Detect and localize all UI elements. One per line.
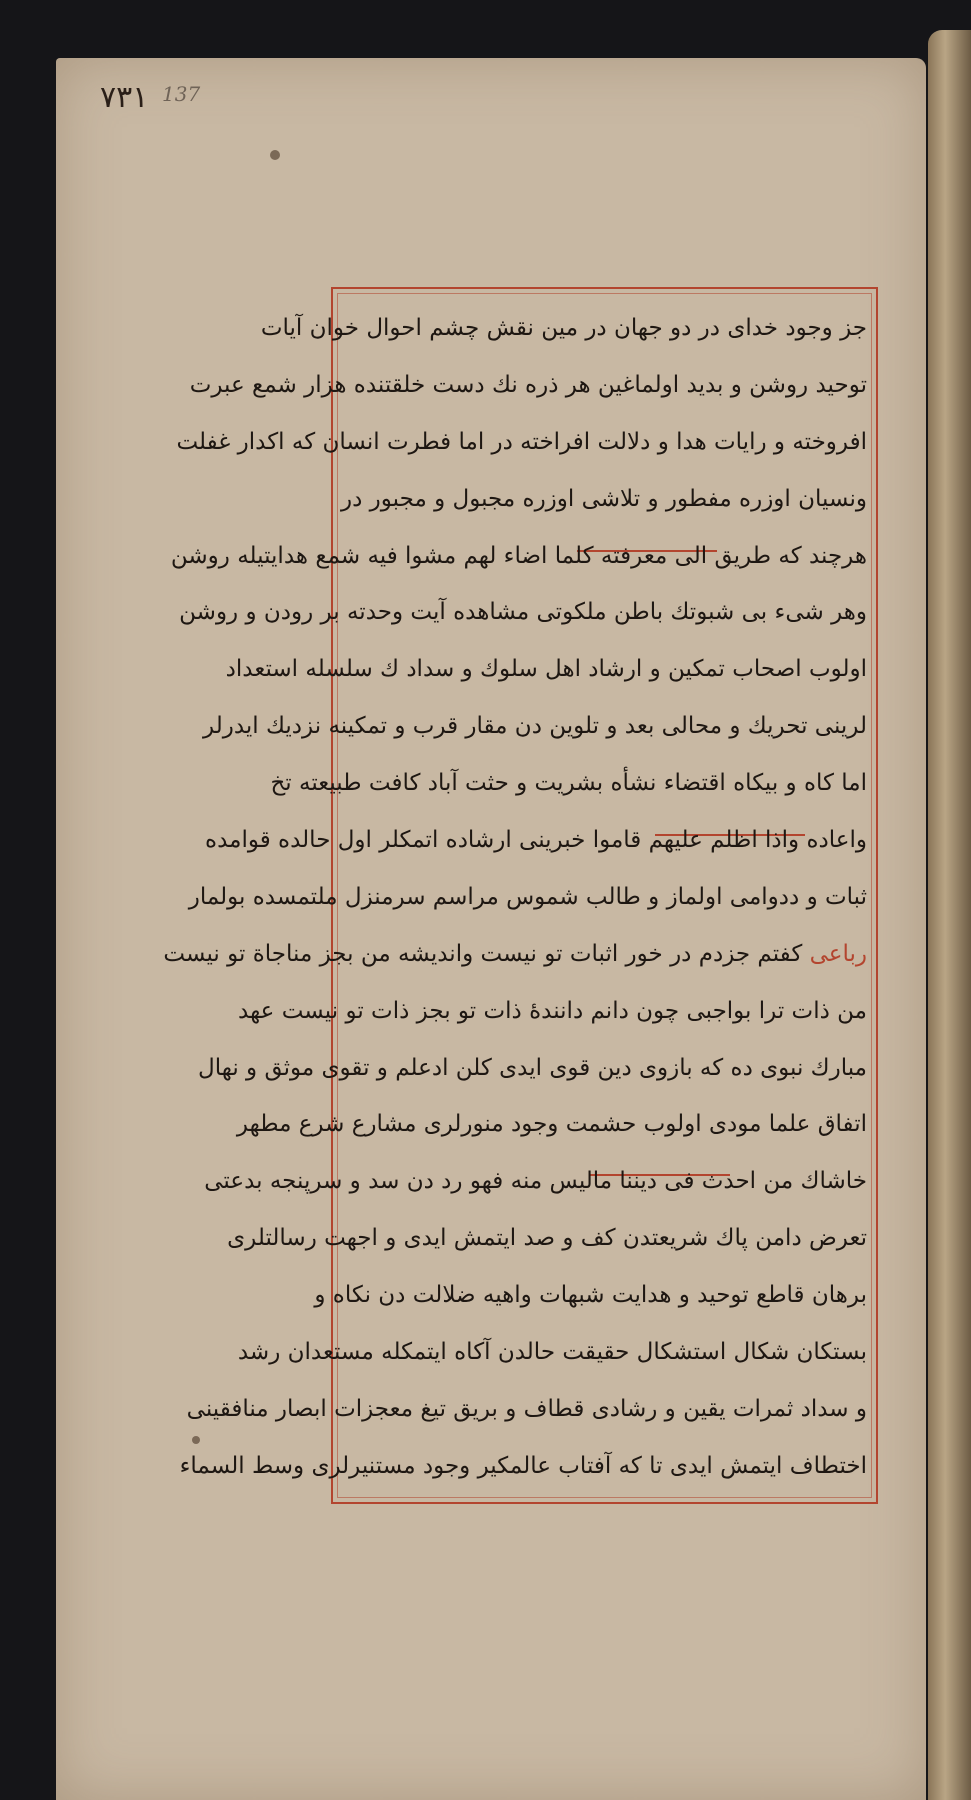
rubai-heading: رباعی (809, 940, 867, 967)
text-block (163, 300, 867, 1495)
folio-number: ١٣٧ (100, 80, 149, 115)
text-line: واعاده واذا اظلم علیهم قاموا خبرینی ارشاده اتمکلر اول حالده قوامده (205, 827, 867, 854)
text-line: اتفاق علما مودی اولوب حشمت وجود منورلری مشارع شرع مطهر (236, 1111, 867, 1138)
text-line-rubai: رباعی کفتم جزدم در خور اثبات تو نیست واندیشه من بجز مناجاة تو نیست (163, 940, 867, 967)
text-line: افروخته و رایات هدا و دلالت افراخته در اما فطرت انسان که اکدار غفلت (176, 428, 867, 455)
text-line: اولوب اصحاب تمکین و ارشاد اهل سلوك و سداد ك سلسله استعداد (225, 656, 867, 683)
text-line: وهر شیء بی شبوتك باطن ملکوتی مشاهده آیت وحدته بر رودن و روشن (179, 599, 867, 626)
text-line: لرینی تحریك و محالی بعد و تلوین دن مقار قرب و تمکینه نزدیك ایدرلر (203, 713, 867, 740)
text-line: مبارك نبوی ده که بازوی دین قوی ایدی کلن ادعلم و تقوی موثق و نهال (198, 1054, 867, 1081)
folio-pencil-number: 137 (162, 82, 201, 106)
adjacent-page-edge (928, 30, 971, 1800)
text-line: تعرض دامن پاك شریعتدن کف و صد ایتمش ایدی و اجهت رسالتلری (227, 1225, 867, 1252)
text-line: بستکان شکال استشکال حقیقت حالدن آکاه ایتمکله مستعدان رشد (237, 1339, 867, 1366)
text-line: خاشاك من احدث فی دیننا مالیس منه فهو رد دن سد و سرپنجه بدعتی (204, 1168, 867, 1195)
text-line: برهان قاطع توحید و هدایت شبهات واهیه ضلالت دن نکاه و (314, 1282, 867, 1309)
text-line: هرچند که طریق الی معرفته کلما اضاء لهم مشوا فیه شمع هدایتیله روشن (170, 542, 867, 569)
text-line: اما کاه و بیکاه اقتضاء نشأه بشریت و حثت آباد کافت طبیعته تخ (270, 770, 867, 797)
text-line: جز وجود خدای در دو جهان در مین نقش چشم احوال خوان آیات (260, 315, 867, 341)
ink-spot (270, 150, 280, 160)
text-line: و سداد ثمرات یقین و رشادی قطاف و بریق تیغ معجزات ابصار منافقینی (186, 1395, 867, 1422)
text-line: ثبات و ددوامی اولماز و طالب شموس مراسم سرمنزل ملتمسده بولمار (188, 883, 867, 910)
text-line: توحید روشن و بدید اولماغین هر ذره نك دست خلقتنده هزار شمع عبرت (189, 371, 867, 398)
text-line: اختطاف ایتمش ایدی تا که آفتاب عالمکیر وجود مستنیرلری وسط السماء (179, 1452, 867, 1479)
text-line: ونسیان اوزره مفطور و تلاشی اوزره مجبول و مجبور در (341, 485, 867, 512)
text-line: من ذات ترا بواجبی چون دانم دانندهٔ ذات تو بجز ذات تو نیست عهد (238, 997, 867, 1024)
